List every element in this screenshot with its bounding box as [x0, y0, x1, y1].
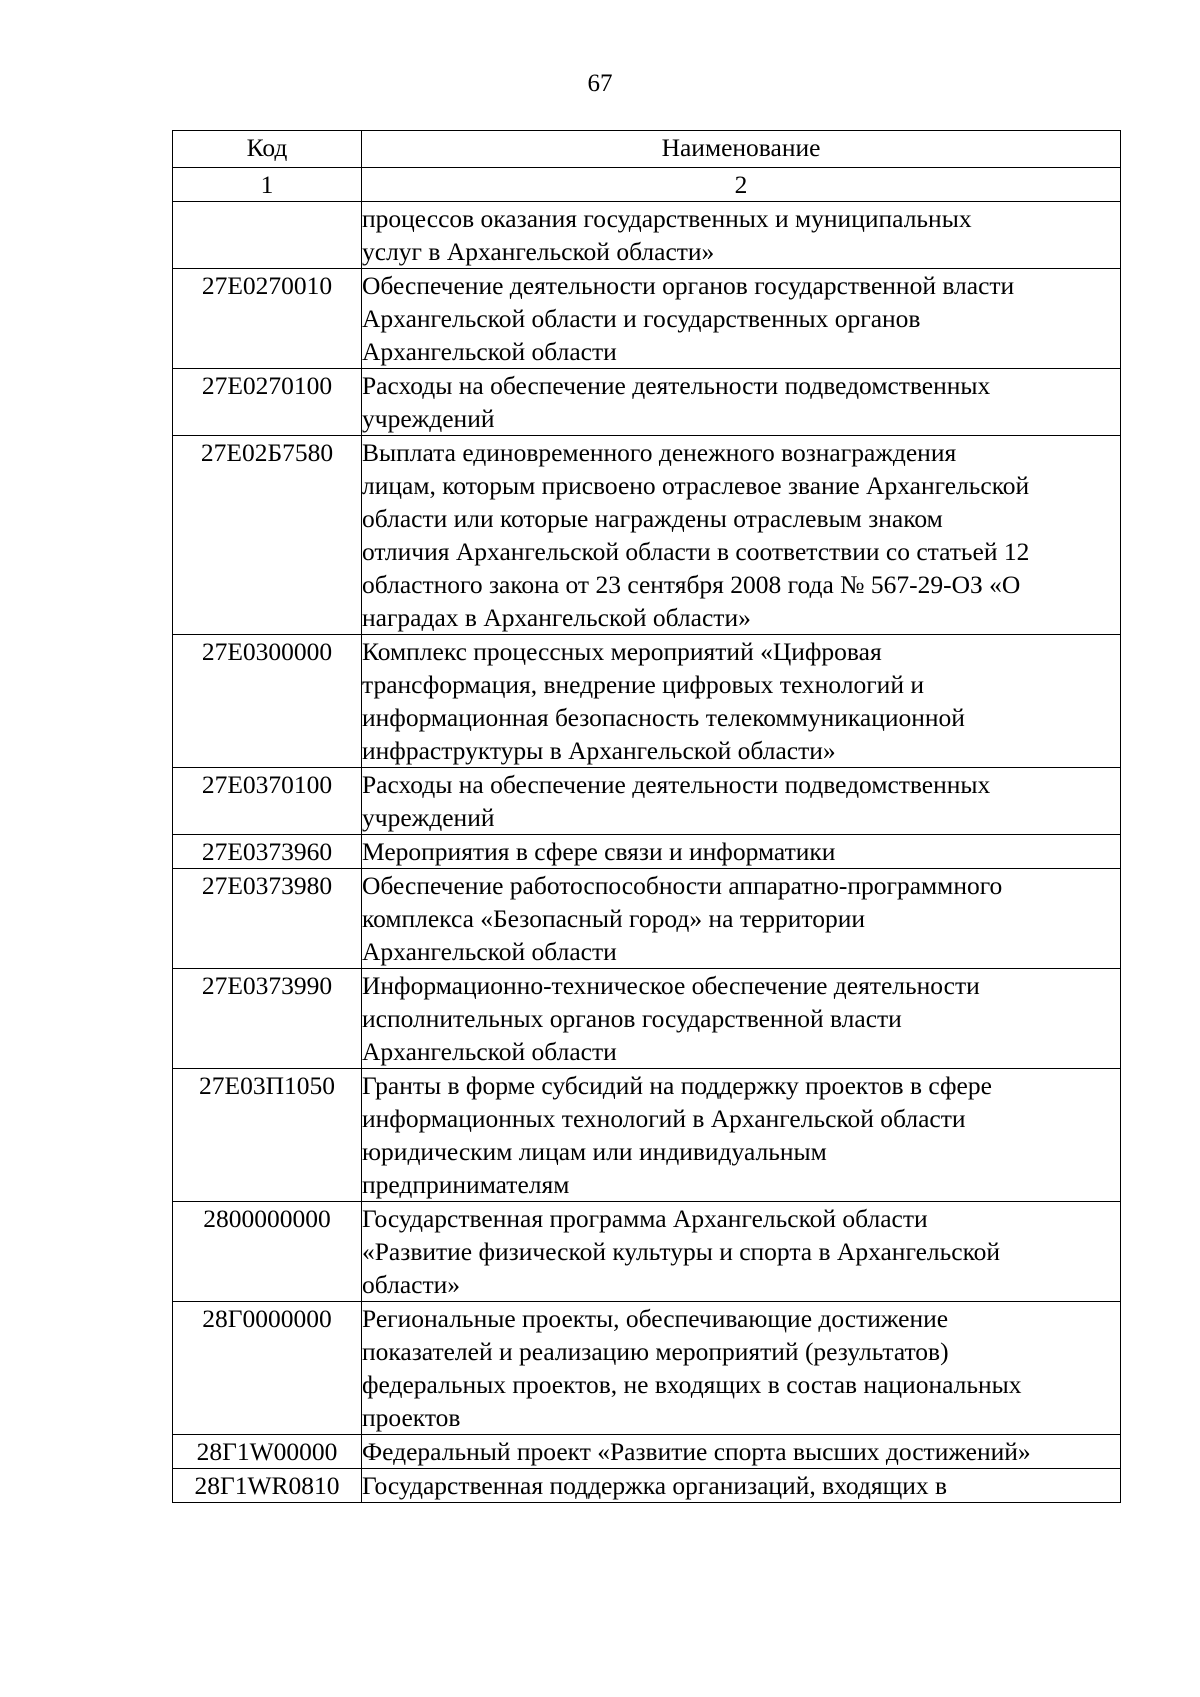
header-name: Наименование — [362, 131, 1121, 168]
row-code: 27Е0373990 — [173, 969, 362, 1069]
table-row — [173, 1202, 1121, 1302]
row-name: Расходы на обеспечение деятельности подведомственных учреждений — [362, 369, 1121, 436]
column-number-name: 2 — [362, 168, 1121, 202]
row-name: Комплекс процессных мероприятий «Цифровая трансформация, внедрение цифровых технологий и информационная безопасность телекоммуникационной инфраструктуры в Архангельской области» — [362, 635, 1121, 768]
row-name: Обеспечение деятельности органов государственной власти Архангельской области и государственных органов Архангельской области — [362, 269, 1121, 369]
row-name: Государственная программа Архангельской области «Развитие физической культуры и спорта в Архангельской области» — [362, 1202, 1121, 1302]
row-code: 27Е0270100 — [173, 369, 362, 436]
table-row — [173, 436, 1121, 635]
table-row — [173, 269, 1121, 369]
row-name: Выплата единовременного денежного вознаграждения лицам, которым присвоено отраслевое звание Архангельской области или которые награждены отраслевым знаком отличия Архангельской области в соответствии со статьей 12 областного закона от 23 сентября 2008 года № 567-29-ОЗ «О наградах в Архангельской области» — [362, 436, 1121, 635]
row-code: 28Г1WR0810 — [173, 1469, 362, 1503]
column-number-code: 1 — [173, 168, 362, 202]
row-name: Региональные проекты, обеспечивающие достижение показателей и реализацию мероприятий (результатов) федеральных проектов, не входящих в состав национальных проектов — [362, 1302, 1121, 1435]
page-number: 67 — [587, 70, 613, 97]
table-row — [173, 1435, 1121, 1469]
row-code: 27Е02Б7580 — [173, 436, 362, 635]
row-code: 28Г0000000 — [173, 1302, 362, 1435]
table-row — [173, 835, 1121, 869]
table-row — [173, 1469, 1121, 1503]
row-name: Мероприятия в сфере связи и информатики — [362, 835, 1121, 869]
table-row — [173, 1302, 1121, 1435]
row-name: Расходы на обеспечение деятельности подведомственных учреждений — [362, 768, 1121, 835]
table-row — [173, 969, 1121, 1069]
row-code: 27Е0373980 — [173, 869, 362, 969]
row-code: 27Е0373960 — [173, 835, 362, 869]
row-name: Гранты в форме субсидий на поддержку проектов в сфере информационных технологий в Архангельской области юридическим лицам или индивидуальным предпринимателям — [362, 1069, 1121, 1202]
header-code: Код — [173, 131, 362, 168]
row-name: Обеспечение работоспособности аппаратно-программного комплекса «Безопасный город» на территории Архангельской области — [362, 869, 1121, 969]
table-row — [173, 369, 1121, 436]
table-row — [173, 1069, 1121, 1202]
row-code: 2800000000 — [173, 1202, 362, 1302]
budget-code-table — [172, 130, 1121, 1503]
table-row — [173, 869, 1121, 969]
row-code — [173, 202, 362, 269]
table-header-row — [173, 131, 1121, 168]
table-row — [173, 768, 1121, 835]
row-code: 27Е0370100 — [173, 768, 362, 835]
table-row — [173, 202, 1121, 269]
row-name: Государственная поддержка организаций, входящих в — [362, 1469, 1121, 1503]
row-code: 27Е0300000 — [173, 635, 362, 768]
column-number-row — [173, 168, 1121, 202]
row-name: Федеральный проект «Развитие спорта высших достижений» — [362, 1435, 1121, 1469]
table-row — [173, 635, 1121, 768]
row-code: 27Е03П1050 — [173, 1069, 362, 1202]
row-code: 27Е0270010 — [173, 269, 362, 369]
row-code: 28Г1W00000 — [173, 1435, 362, 1469]
row-name: Информационно-техническое обеспечение деятельности исполнительных органов государственной власти Архангельской области — [362, 969, 1121, 1069]
row-name: процессов оказания государственных и муниципальных услуг в Архангельской области» — [362, 202, 1121, 269]
